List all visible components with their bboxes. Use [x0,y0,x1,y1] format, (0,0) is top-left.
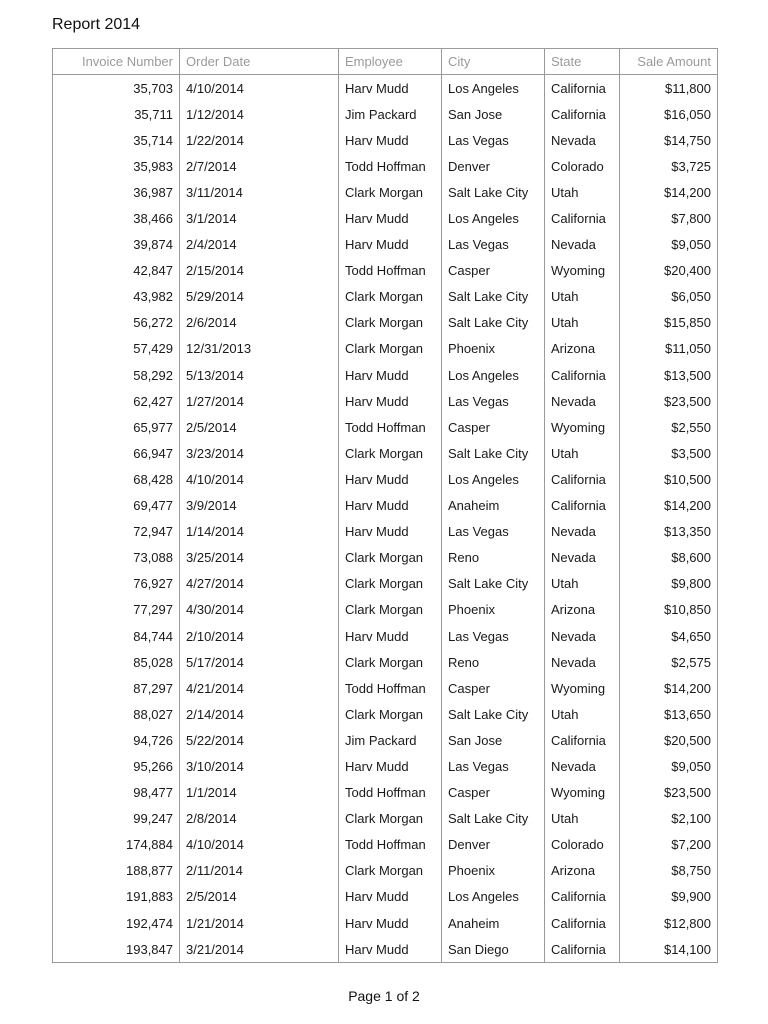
cell-order-date: 3/25/2014 [180,545,339,571]
table-row [53,832,718,858]
cell-invoice-number: 94,726 [133,732,173,748]
cell-city: San Diego [442,936,545,963]
header-row [53,49,718,75]
cell-state: Nevada [545,649,620,675]
cell-sale-amount: $12,800 [620,910,718,936]
cell-employee: Todd Hoffman [339,414,442,440]
cell-order-date: 1/21/2014 [180,910,339,936]
table-row [53,780,718,806]
cell-invoice-number: 65,977 [133,419,173,435]
cell-state: California [545,493,620,519]
cell-invoice-number: 95,266 [133,758,173,774]
column-header-employee: Employee [339,49,442,75]
cell-city: Salt Lake City [442,284,545,310]
cell-invoice-number: 192,474 [126,915,173,931]
table-body [53,75,718,963]
cell-order-date: 2/7/2014 [180,153,339,179]
table-row [53,153,718,179]
cell-invoice-number: 73,088 [133,550,173,566]
cell-invoice-number: 39,874 [133,237,173,253]
cell-city: Los Angeles [442,466,545,492]
column-header-city: City [442,49,545,75]
cell-sale-amount: $9,900 [620,884,718,910]
cell-sale-amount: $2,100 [620,806,718,832]
cell-city: Las Vegas [442,232,545,258]
cell-city: Phoenix [442,597,545,623]
cell-state: Arizona [545,858,620,884]
cell-city: Reno [442,545,545,571]
cell-city: Las Vegas [442,519,545,545]
cell-invoice-number: 69,477 [133,498,173,514]
cell-order-date: 2/5/2014 [180,414,339,440]
cell-sale-amount: $8,750 [620,858,718,884]
cell-employee: Clark Morgan [339,858,442,884]
cell-sale-amount: $14,200 [620,675,718,701]
cell-city: Salt Lake City [442,701,545,727]
cell-order-date: 3/10/2014 [180,753,339,779]
table-row [53,858,718,884]
cell-employee: Harv Mudd [339,232,442,258]
cell-state: Wyoming [545,780,620,806]
cell-order-date: 5/22/2014 [180,727,339,753]
cell-state: Wyoming [545,258,620,284]
table-row [53,519,718,545]
cell-city: San Jose [442,101,545,127]
cell-sale-amount: $23,500 [620,780,718,806]
cell-invoice-number: 42,847 [133,263,173,279]
cell-state: California [545,75,620,102]
cell-employee: Harv Mudd [339,493,442,519]
cell-sale-amount: $11,800 [620,75,718,102]
cell-state: Utah [545,440,620,466]
report-table [52,48,718,963]
cell-order-date: 4/30/2014 [180,597,339,623]
cell-employee: Harv Mudd [339,127,442,153]
cell-invoice-number: 58,292 [133,367,173,383]
table-row [53,127,718,153]
cell-city: Casper [442,258,545,284]
table-row [53,753,718,779]
column-header-order-date: Order Date [180,49,339,75]
cell-order-date: 1/22/2014 [180,127,339,153]
cell-invoice-number: 76,927 [133,576,173,592]
cell-order-date: 5/13/2014 [180,362,339,388]
table-row [53,232,718,258]
table-row [53,414,718,440]
cell-order-date: 3/23/2014 [180,440,339,466]
table-row [53,362,718,388]
cell-state: Utah [545,310,620,336]
cell-sale-amount: $11,050 [620,336,718,362]
cell-sale-amount: $14,200 [620,179,718,205]
cell-order-date: 3/1/2014 [180,205,339,231]
cell-employee: Clark Morgan [339,310,442,336]
cell-employee: Clark Morgan [339,806,442,832]
table-row [53,727,718,753]
cell-order-date: 3/11/2014 [180,179,339,205]
cell-employee: Harv Mudd [339,936,442,963]
table-row [53,936,718,963]
cell-order-date: 3/9/2014 [180,493,339,519]
cell-city: Casper [442,675,545,701]
cell-invoice-number: 174,884 [126,837,173,853]
cell-city: Phoenix [442,336,545,362]
cell-invoice-number: 62,427 [133,393,173,409]
cell-city: Las Vegas [442,127,545,153]
cell-sale-amount: $9,800 [620,571,718,597]
cell-state: California [545,884,620,910]
cell-invoice-number: 77,297 [133,602,173,618]
cell-city: Las Vegas [442,623,545,649]
cell-order-date: 1/1/2014 [180,780,339,806]
cell-sale-amount: $8,600 [620,545,718,571]
cell-order-date: 5/17/2014 [180,649,339,675]
cell-state: Utah [545,284,620,310]
cell-city: Reno [442,649,545,675]
cell-employee: Todd Hoffman [339,780,442,806]
cell-sale-amount: $14,200 [620,493,718,519]
cell-state: Utah [545,179,620,205]
cell-sale-amount: $13,650 [620,701,718,727]
table-row [53,701,718,727]
cell-city: Anaheim [442,493,545,519]
cell-sale-amount: $3,500 [620,440,718,466]
cell-sale-amount: $7,800 [620,205,718,231]
table-row [53,336,718,362]
cell-invoice-number: 66,947 [133,445,173,461]
cell-city: Phoenix [442,858,545,884]
cell-state: Nevada [545,388,620,414]
cell-sale-amount: $20,500 [620,727,718,753]
cell-sale-amount: $23,500 [620,388,718,414]
cell-employee: Harv Mudd [339,388,442,414]
cell-city: Salt Lake City [442,310,545,336]
cell-order-date: 5/29/2014 [180,284,339,310]
cell-order-date: 2/15/2014 [180,258,339,284]
table-row [53,284,718,310]
table-row [53,75,718,102]
cell-invoice-number: 84,744 [133,628,173,644]
cell-sale-amount: $16,050 [620,101,718,127]
table-row [53,649,718,675]
cell-sale-amount: $3,725 [620,153,718,179]
cell-state: Wyoming [545,414,620,440]
cell-sale-amount: $15,850 [620,310,718,336]
cell-sale-amount: $13,500 [620,362,718,388]
cell-sale-amount: $2,550 [620,414,718,440]
cell-sale-amount: $4,650 [620,623,718,649]
cell-city: Salt Lake City [442,806,545,832]
cell-invoice-number: 85,028 [133,654,173,670]
table-row [53,310,718,336]
cell-invoice-number: 35,983 [133,158,173,174]
table-row [53,571,718,597]
cell-state: California [545,362,620,388]
cell-order-date: 2/11/2014 [180,858,339,884]
cell-city: Las Vegas [442,753,545,779]
cell-invoice-number: 98,477 [133,785,173,801]
cell-employee: Jim Packard [339,101,442,127]
cell-invoice-number: 35,703 [133,80,173,96]
cell-sale-amount: $7,200 [620,832,718,858]
cell-employee: Harv Mudd [339,362,442,388]
cell-city: Anaheim [442,910,545,936]
cell-order-date: 12/31/2013 [180,336,339,362]
cell-employee: Harv Mudd [339,75,442,102]
cell-order-date: 2/4/2014 [180,232,339,258]
cell-invoice-number: 36,987 [133,184,173,200]
cell-employee: Clark Morgan [339,571,442,597]
table-row [53,623,718,649]
cell-employee: Harv Mudd [339,910,442,936]
cell-employee: Harv Mudd [339,519,442,545]
cell-state: Utah [545,806,620,832]
table-row [53,597,718,623]
cell-city: Denver [442,832,545,858]
cell-state: Nevada [545,127,620,153]
cell-invoice-number: 191,883 [126,889,173,905]
cell-employee: Clark Morgan [339,649,442,675]
cell-employee: Todd Hoffman [339,832,442,858]
cell-order-date: 2/8/2014 [180,806,339,832]
cell-employee: Clark Morgan [339,440,442,466]
cell-city: Denver [442,153,545,179]
cell-employee: Harv Mudd [339,205,442,231]
cell-sale-amount: $6,050 [620,284,718,310]
cell-sale-amount: $9,050 [620,232,718,258]
table-row [53,179,718,205]
cell-invoice-number: 68,428 [133,471,173,487]
report-title: Report 2014 [52,16,141,33]
cell-invoice-number: 88,027 [133,706,173,722]
cell-order-date: 1/27/2014 [180,388,339,414]
cell-employee: Clark Morgan [339,545,442,571]
cell-order-date: 4/27/2014 [180,571,339,597]
table-row [53,101,718,127]
cell-employee: Clark Morgan [339,597,442,623]
cell-state: Nevada [545,623,620,649]
table-row [53,258,718,284]
cell-employee: Clark Morgan [339,336,442,362]
cell-sale-amount: $20,400 [620,258,718,284]
cell-city: Casper [442,414,545,440]
cell-city: Salt Lake City [442,571,545,597]
cell-state: Nevada [545,232,620,258]
cell-city: Salt Lake City [442,440,545,466]
table-row [53,440,718,466]
cell-invoice-number: 87,297 [133,680,173,696]
cell-state: California [545,727,620,753]
cell-state: California [545,910,620,936]
cell-city: Los Angeles [442,75,545,102]
cell-invoice-number: 35,711 [134,106,173,122]
column-header-state: State [545,49,620,75]
page-number: Page 1 of 2 [348,988,420,1004]
cell-order-date: 2/5/2014 [180,884,339,910]
cell-employee: Harv Mudd [339,623,442,649]
cell-invoice-number: 188,877 [126,863,173,879]
cell-employee: Jim Packard [339,727,442,753]
cell-state: Nevada [545,545,620,571]
cell-sale-amount: $14,750 [620,127,718,153]
cell-order-date: 4/10/2014 [180,75,339,102]
cell-state: California [545,936,620,963]
cell-employee: Clark Morgan [339,179,442,205]
cell-state: Colorado [545,832,620,858]
cell-city: Los Angeles [442,205,545,231]
table-header [53,49,718,75]
table-row [53,884,718,910]
cell-invoice-number: 35,714 [133,132,173,148]
cell-city: Salt Lake City [442,179,545,205]
cell-invoice-number: 99,247 [133,811,173,827]
cell-state: Arizona [545,336,620,362]
cell-order-date: 4/21/2014 [180,675,339,701]
table-row [53,466,718,492]
cell-invoice-number: 56,272 [133,315,173,331]
table-row [53,806,718,832]
cell-city: Las Vegas [442,388,545,414]
cell-order-date: 2/10/2014 [180,623,339,649]
cell-invoice-number: 43,982 [133,289,173,305]
column-header-invoice-number: Invoice Number [53,49,180,75]
cell-state: California [545,101,620,127]
table-row [53,205,718,231]
cell-employee: Harv Mudd [339,466,442,492]
cell-sale-amount: $13,350 [620,519,718,545]
cell-employee: Harv Mudd [339,753,442,779]
cell-city: Los Angeles [442,884,545,910]
cell-state: Nevada [545,519,620,545]
cell-order-date: 3/21/2014 [180,936,339,963]
cell-sale-amount: $2,575 [620,649,718,675]
column-header-sale-amount: Sale Amount [620,49,718,75]
cell-sale-amount: $14,100 [620,936,718,963]
cell-state: Arizona [545,597,620,623]
table-row [53,545,718,571]
cell-employee: Todd Hoffman [339,153,442,179]
cell-sale-amount: $10,500 [620,466,718,492]
cell-invoice-number: 193,847 [126,941,173,957]
cell-state: Utah [545,571,620,597]
cell-employee: Clark Morgan [339,284,442,310]
cell-order-date: 2/14/2014 [180,701,339,727]
cell-order-date: 4/10/2014 [180,832,339,858]
cell-order-date: 1/12/2014 [180,101,339,127]
cell-employee: Todd Hoffman [339,258,442,284]
table-row [53,493,718,519]
cell-city: San Jose [442,727,545,753]
table-row [53,910,718,936]
cell-invoice-number: 72,947 [133,524,173,540]
table-row [53,388,718,414]
cell-state: Nevada [545,753,620,779]
cell-state: Wyoming [545,675,620,701]
cell-invoice-number: 57,429 [133,341,173,357]
cell-city: Los Angeles [442,362,545,388]
table-row [53,675,718,701]
cell-sale-amount: $9,050 [620,753,718,779]
cell-employee: Todd Hoffman [339,675,442,701]
cell-state: California [545,466,620,492]
cell-order-date: 4/10/2014 [180,466,339,492]
cell-city: Casper [442,780,545,806]
cell-state: Utah [545,701,620,727]
cell-employee: Harv Mudd [339,884,442,910]
cell-state: California [545,205,620,231]
cell-invoice-number: 38,466 [133,211,173,227]
cell-order-date: 1/14/2014 [180,519,339,545]
cell-sale-amount: $10,850 [620,597,718,623]
cell-employee: Clark Morgan [339,701,442,727]
cell-order-date: 2/6/2014 [180,310,339,336]
cell-state: Colorado [545,153,620,179]
